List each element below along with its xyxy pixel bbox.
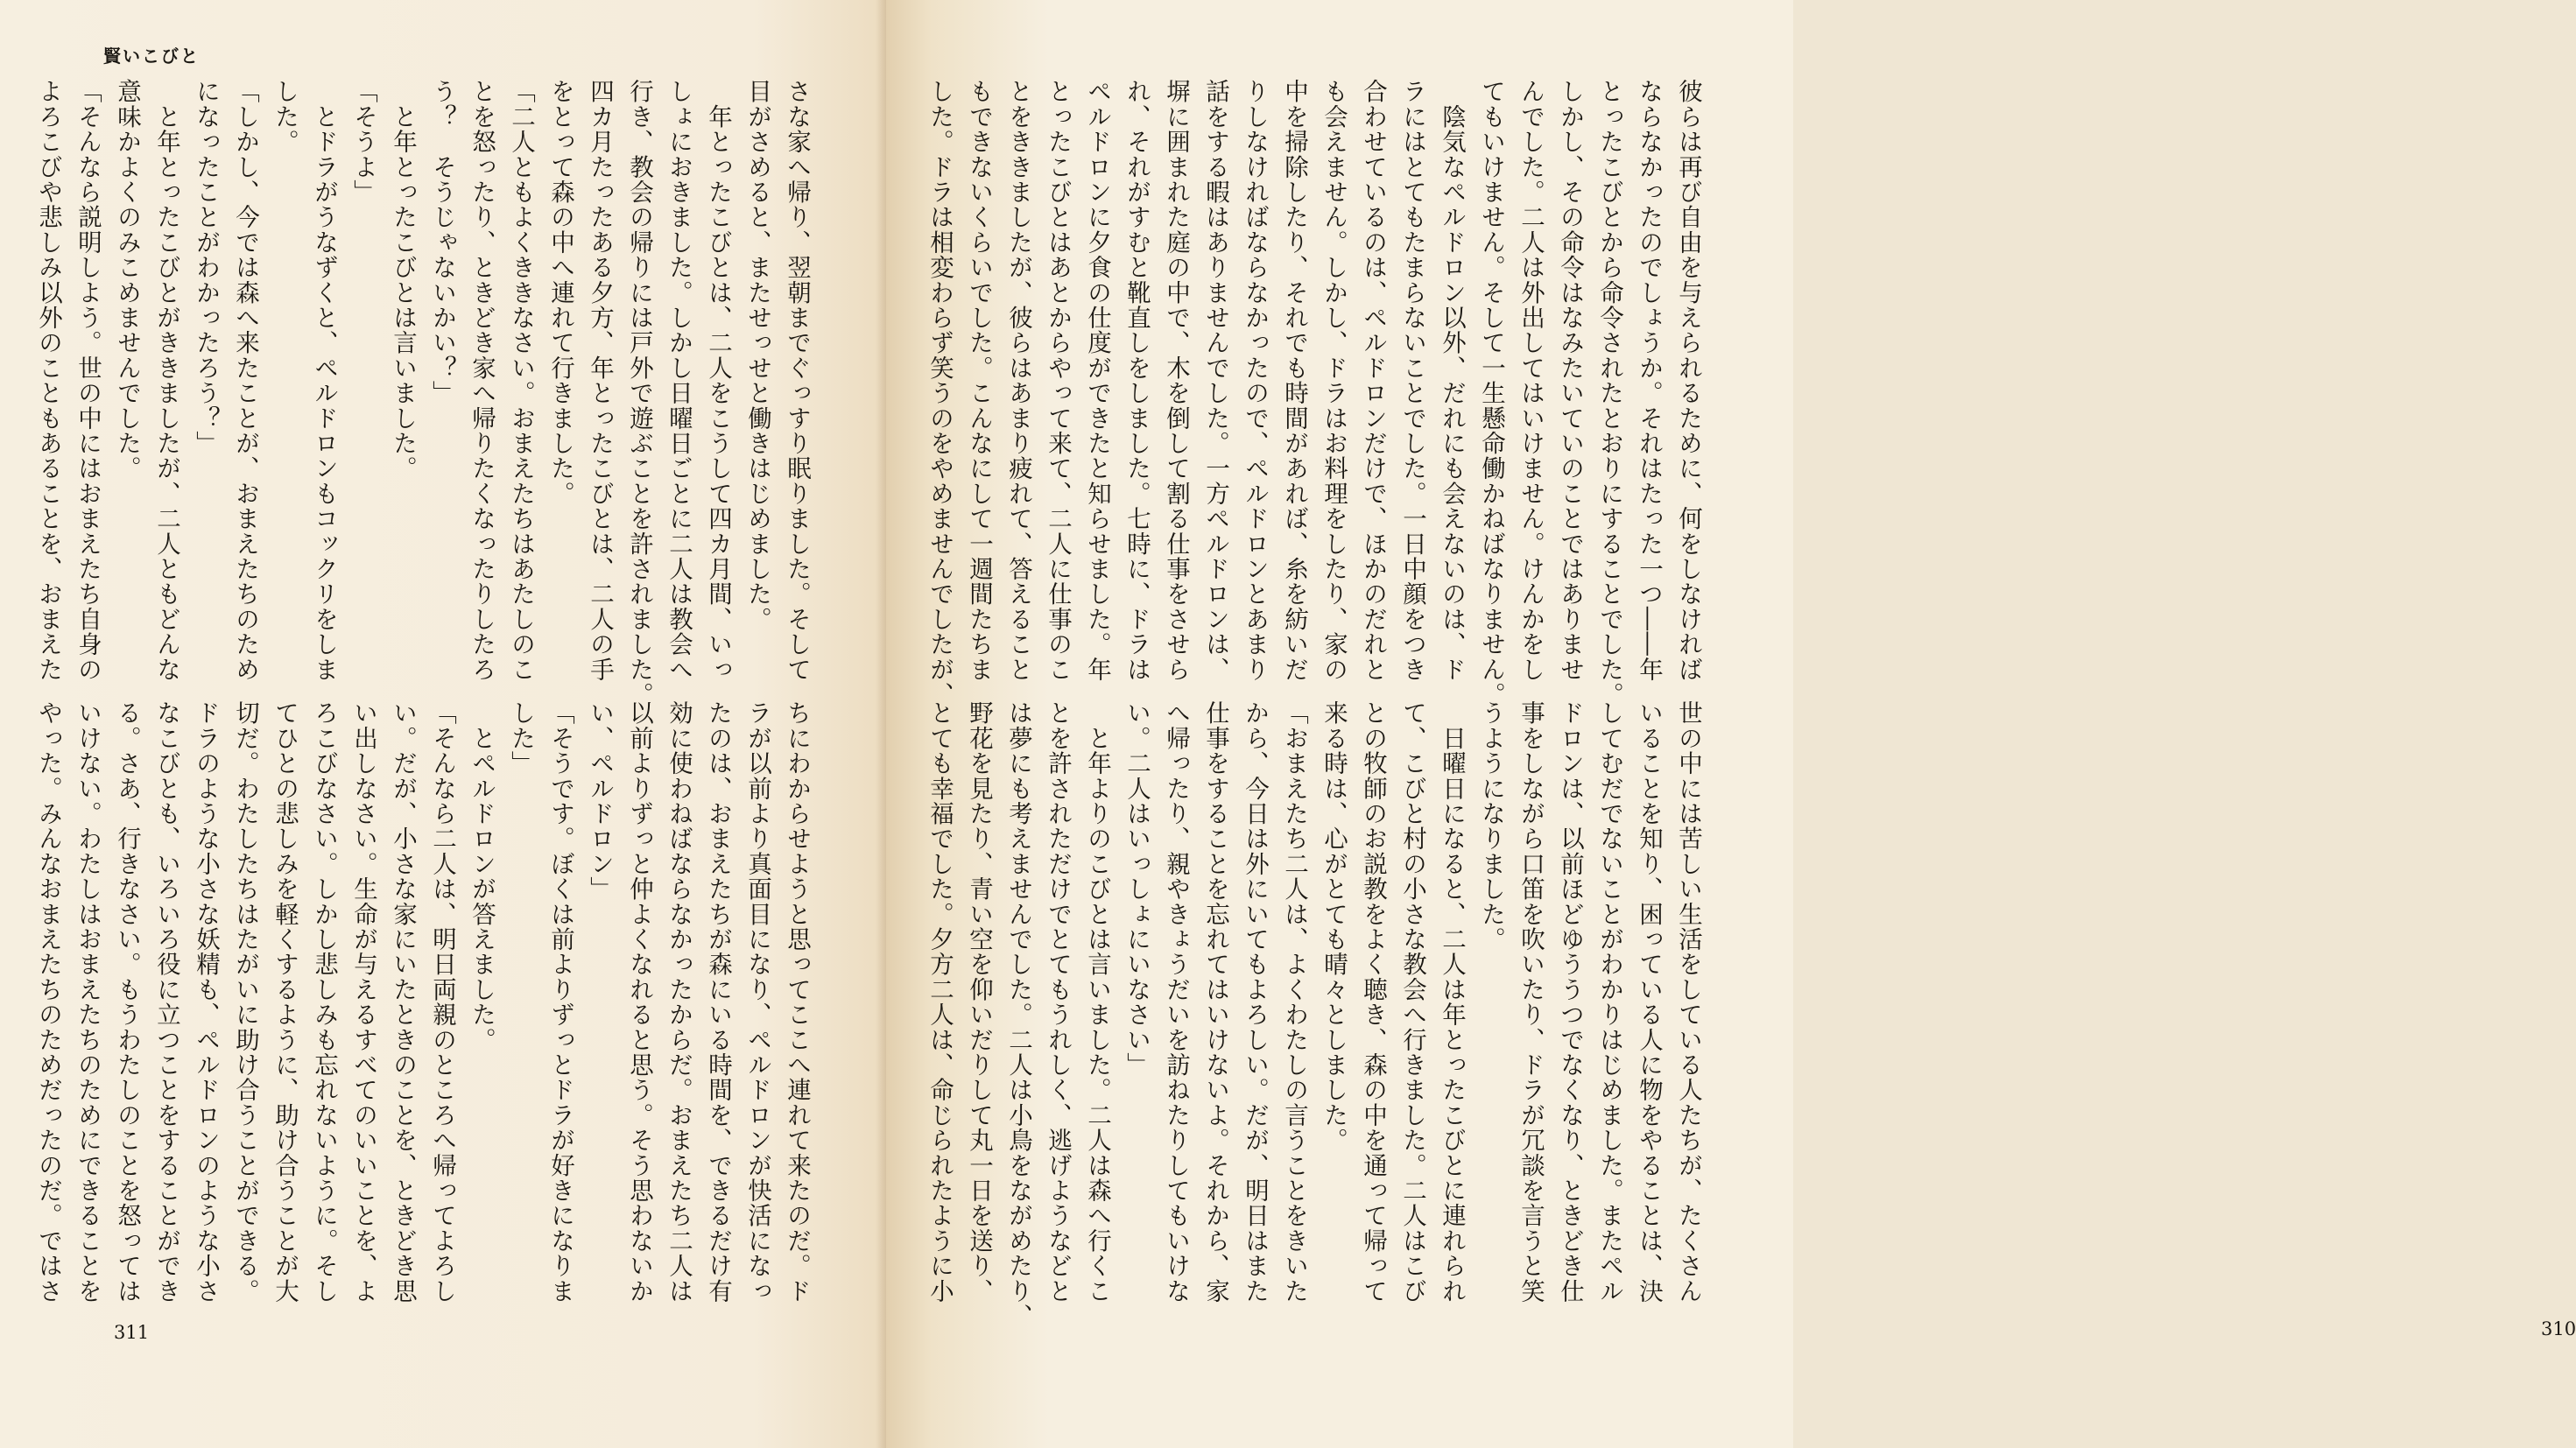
text-line: は夢にも考えませんでした。二人は小鳥をながめたり、 (1004, 700, 1032, 1329)
text-line: も会えません。しかし、ドラはお料理をしたり、家の (1320, 79, 1348, 682)
text-line: ドロンは、以前ほどゆううつでなくなり、ときどき仕 (1556, 700, 1584, 1304)
text-line: 年とったこびとは、二人をこうして四カ月間、いっ (704, 79, 732, 682)
text-line: しかし、その命令はなみたいていのことではありませ (1556, 79, 1584, 682)
text-line: した。 (271, 79, 299, 155)
text-line: なこびとも、いろいろ役に立つことをすることができ (152, 700, 180, 1304)
text-line: さな家へ帰り、翌朝までぐっすり眠りました。そして (783, 79, 811, 682)
text-line: 以前よりずっと仲よくなれると思う。そう思わないか (625, 700, 653, 1304)
text-line: る。さあ、行きなさい。もうわたしのことを怒っては (113, 700, 141, 1304)
running-head: 賢いこびと (103, 46, 200, 67)
text-line: とペルドロンが答えました。 (468, 700, 496, 1052)
text-line: よろこびや悲しみ以外のこともあることを、おまえた (34, 79, 62, 682)
text-line: 彼らは再び自由を与えられるために、何をしなければ (1674, 79, 1702, 682)
text-line: とても幸福でした。夕方二人は、命じられたように小 (926, 700, 954, 1304)
text-line: 意味かよくのみこめませんでした。 (113, 79, 141, 481)
text-line: 切だ。わたしたちはたがいに助け合うことができる。 (231, 700, 259, 1304)
right-page-bottom-text (926, 700, 1707, 1329)
text-line: りしなければならなかったので、ペルドロンとあまり (1241, 79, 1269, 682)
text-line: 合わせているのは、ペルドロンだけで、ほかのだれと (1359, 79, 1387, 682)
text-line: 「二人ともよくききなさい。おまえたちはあたしのこ (507, 79, 535, 682)
text-line: しょにおきました。しかし日曜日ごとに二人は教会へ (665, 79, 693, 682)
text-line: ならなかったのでしょうか。それはたった一つ――年 (1635, 79, 1663, 682)
text-line: ちにわからせようと思ってここへ連れて来たのだ。ド (783, 700, 811, 1304)
text-line: 野花を見たり、青い空を仰いだりして丸一日を送り、 (965, 700, 993, 1304)
left-page (0, 0, 886, 1448)
text-line: ペルドロンに夕食の仕度ができたと知らせました。年 (1083, 79, 1111, 682)
text-line: 仕事をすることを忘れてはいけないよ。それから、家 (1201, 700, 1229, 1304)
right-page-top-text (926, 79, 1707, 707)
text-line: した。ドラは相変わらず笑うのをやめませんでしたが、 (926, 79, 954, 707)
text-line: もできないくらいでした。こんなにして一週間たちま (965, 79, 993, 682)
text-line: れ、それがすむと靴直しをしました。七時に、ドラは (1123, 79, 1151, 682)
text-line: 「そうよ」 (349, 79, 377, 205)
text-line: との牧師のお説教をよく聴き、森の中を通って帰って (1359, 700, 1387, 1304)
text-line: とドラがうなずくと、ペルドロンもコックリをしま (310, 79, 338, 682)
text-line: とったこびとはあとからやって来て、二人に仕事のこ (1044, 79, 1072, 682)
text-line: した」 (507, 700, 535, 777)
text-line: てひとの悲しみを軽くするように、助け合うことが大 (271, 700, 299, 1304)
text-line: 「そうです。ぼくは前よりずっとドラが好きになりま (546, 700, 574, 1304)
text-line: へ帰ったり、親やきょうだいを訪ねたりしてもいけな (1162, 700, 1190, 1304)
text-line: 話をする暇はありませんでした。一方ペルドロンは、 (1201, 79, 1229, 682)
text-line: ラが以前より真面目になり、ペルドロンが快活になっ (743, 700, 771, 1304)
text-line: んでした。二人は外出してはいけません。けんかをし (1517, 79, 1545, 682)
text-line: とをききましたが、彼らはあまり疲れて、答えること (1004, 79, 1032, 682)
text-line: とったこびとから命令されたとおりにすることでした。 (1595, 79, 1623, 707)
text-line: うようになりました。 (1477, 700, 1505, 952)
text-line: 塀に囲まれた庭の中で、木を倒して割る仕事をさせら (1162, 79, 1190, 682)
left-page-bottom-text (34, 700, 816, 1304)
text-line: て、こびと村の小さな教会へ行きました。二人はこび (1398, 700, 1426, 1304)
text-line: と年よりのこびとは言いました。二人は森へ行くこ (1083, 700, 1111, 1304)
text-line: 来る時は、心がとても晴々としました。 (1320, 700, 1348, 1153)
text-line: 「しかし、今では森へ来たことが、おまえたちのため (231, 79, 259, 682)
text-line: をとって森の中へ連れて行きました。 (546, 79, 574, 506)
text-line: してむだでないことがわかりはじめました。またペル (1595, 700, 1623, 1304)
text-line: う？ そうじゃないかい？」 (428, 79, 456, 406)
text-line: たのは、おまえたちが森にいる時間を、できるだけ有 (704, 700, 732, 1304)
text-line: ろこびなさい。しかし悲しみも忘れないように。そし (310, 700, 338, 1304)
text-line: 日曜日になると、二人は年とったこびとに連れられ (1438, 700, 1466, 1304)
text-line: 陰気なペルドロン以外、だれにも会えないのは、ド (1438, 79, 1466, 682)
text-line: とを許されただけでとてもうれしく、逃げようなどと (1044, 700, 1072, 1304)
text-line: 「おまえたち二人は、よくわたしの言うことをきいた (1280, 700, 1308, 1304)
text-line: い出しなさい。生命が与えるすべてのいいことを、よ (349, 700, 377, 1304)
text-line: 世の中には苦しい生活をしている人たちが、たくさん (1674, 700, 1702, 1304)
text-line: から、今日は外にいてもよろしい。だが、明日はまた (1241, 700, 1269, 1304)
text-line: 「そんなら二人は、明日両親のところへ帰ってよろし (428, 700, 456, 1304)
text-line: ドラのような小さな妖精も、ペルドロンのような小さ (192, 700, 220, 1304)
text-line: 効に使わねばならなかったからだ。おまえたち二人は (665, 700, 693, 1304)
text-line: 四カ月たったある夕方、年とったこびとは、二人の手 (586, 79, 614, 682)
text-line: い。二人はいっしょにいなさい」 (1123, 700, 1151, 1078)
text-line: 中を掃除したり、それでも時間があれば、糸を紡いだ (1280, 79, 1308, 682)
text-line: ラにはとてもたまらないことでした。一日中顔をつき (1398, 79, 1426, 682)
text-line: いけない。わたしはおまえたちのためにできることを (74, 700, 102, 1304)
text-line: になったことがわかったろう？」 (192, 79, 220, 456)
text-line: 目がさめると、またせっせと働きはじめました。 (743, 79, 771, 632)
text-line: やった。みんなおまえたちのためだったのだ。ではさ (34, 700, 62, 1304)
text-line: 行き、教会の帰りには戸外で遊ぶことを許されました。 (625, 79, 653, 707)
text-line: 「そんなら説明しよう。世の中にはおまえたち自身の (74, 79, 102, 682)
text-line: と年とったこびとがききましたが、二人ともどんな (152, 79, 180, 682)
text-line: とを怒ったり、ときどき家へ帰りたくなったりしたろ (468, 79, 496, 682)
text-line: い。だが、小さな家にいたときのことを、ときどき思 (389, 700, 417, 1304)
text-line: い、ペルドロン」 (586, 700, 614, 902)
text-line: 事をしながら口笛を吹いたり、ドラが冗談を言うと笑 (1517, 700, 1545, 1304)
right-page (886, 0, 2576, 1448)
text-line: と年とったこびとは言いました。 (389, 79, 417, 481)
page-number-right: 310 (2541, 1318, 2576, 1339)
text-line: いることを知り、困っている人に物をやることは、決 (1635, 700, 1663, 1304)
text-line: てもいけません。そして一生懸命働かねばなりません。 (1477, 79, 1505, 707)
page-number-left: 311 (114, 1322, 150, 1343)
left-page-top-text (34, 79, 816, 707)
